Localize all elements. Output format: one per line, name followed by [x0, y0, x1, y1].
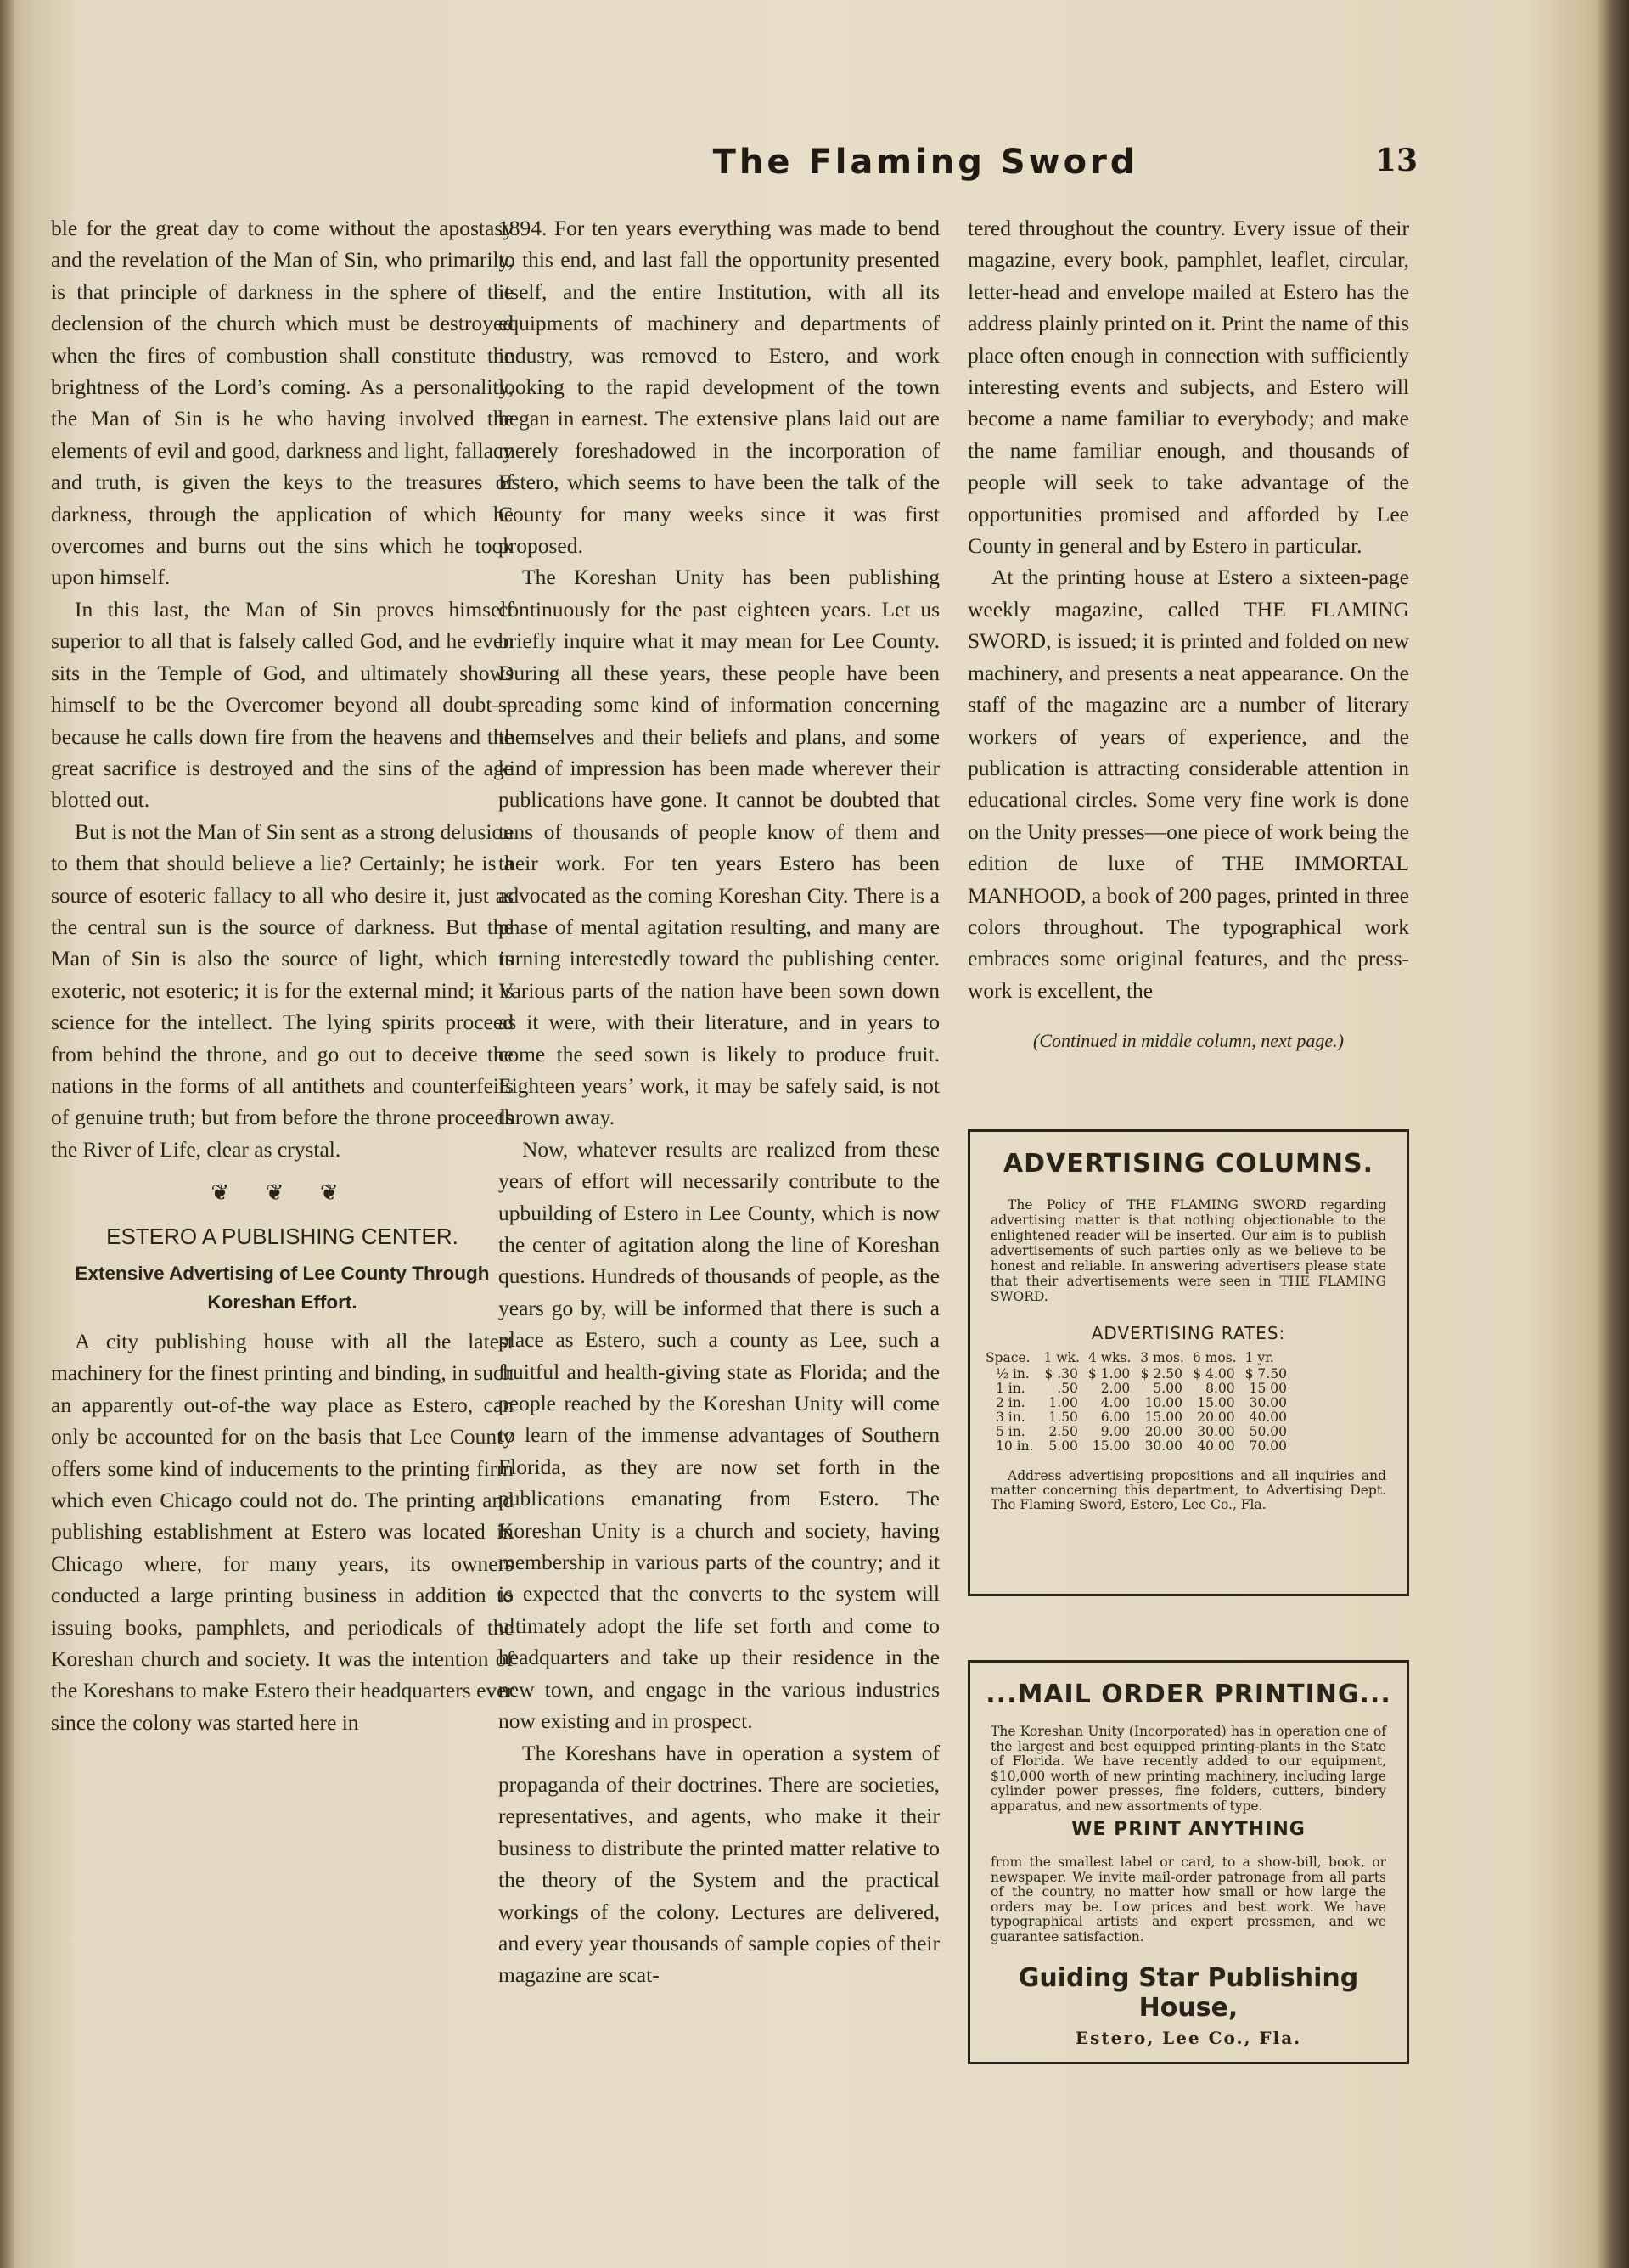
mail-order-box	[968, 1660, 1409, 2064]
rates-row	[986, 1425, 1297, 1439]
column-left	[51, 212, 514, 1738]
rates-cell: 20.00	[1144, 1424, 1182, 1439]
rates-cell: 40.00	[1249, 1410, 1287, 1425]
rates-cell: $ 1.00	[1087, 1366, 1131, 1382]
rates-header: 6 mos.	[1192, 1350, 1237, 1365]
rates-cell: .50	[1057, 1381, 1078, 1396]
rates-cell: 15.00	[1197, 1395, 1235, 1410]
continuation-note: (Continued in middle column, next page.)	[1033, 1030, 1344, 1052]
rates-cell: $ 7.50	[1244, 1366, 1287, 1382]
rates-cell: 5 in.	[996, 1424, 1025, 1439]
article-paragraph: ble for the great day to come without the apostasy and the revelation of the Man of Sin, who primarily, is that principle of darkness in the sphere of the declension of the church which must be destroyed when the fires of combustion shall constitute the brightness of the Lord’s coming. As a personality, the Man of Sin is he who having involved the elements of evil and good, darkness and light, fallacy and truth, is given the keys to the treasures of darkness, through the application of which he overcomes and burns out the sins which he took upon himself.	[51, 216, 514, 590]
rates-cell: 10.00	[1144, 1395, 1182, 1410]
article-paragraph: The Koreshan Unity has been publishing continuously for the past eighteen years. Let us briefly inquire what it may mean for Lee County. During all these years, these people have been spreading some kind of information concerning themselves and their beliefs and plans, and some kind of impression has been made wherever their publications have gone. It cannot be doubted that tens of thousands of people know of them and their work. For ten years Estero has been advocated as the coming Koreshan City. There is a phase of mental agitation resulting, and many are turning interestedly toward the publishing center. Various parts of the nation have been sown down as it were, with their literature, and in years to come the seed sown is likely to produce fruit. Eighteen years’ work, it may be safely said, is not thrown away.	[498, 565, 940, 1130]
rates-cell: 15.00	[1092, 1438, 1131, 1454]
article-paragraph: At the printing house at Estero a sixteen-page weekly magazine, called THE FLAMING SWORD, is issued; it is printed and folded on new machinery, and presents a neat appearance. On the staff of the magazine are a number of literary workers of years of experience, and the publication is attracting considerable attention in educational circles. Some very fine work is done on the Unity presses—one piece of work being the edition de luxe of THE IMMORTAL MANHOOD, a book of 200 pages, printed in three colors throughout. The typographical work embraces some original features, and the press-work is excellent, the	[968, 565, 1409, 1003]
rates-cell: 30.00	[1249, 1395, 1287, 1410]
article-paragraph: Now, whatever results are realized from these years of effort will necessarily contribute to the upbuilding of Estero in Lee County, which is now the center of agitation along the line of Koreshan questions. Hundreds of thousands of people, as the years go by, will be informed that there is such a place as Estero, such a county as Lee, such a fruitful and health-giving state as Florida; and the people reached by the Koreshan Unity will come to learn of the immense advantages of Southern Florida, as they are now set forth in the publications emanating from Estero. The Koreshan Unity is a church and society, having membership in various parts of the country; and it is expected that the converts to the system will ultimately adopt the life set forth and come to headquarters and take up their residence in the new town, and engage in the various industries now existing and in prospect.	[498, 1136, 940, 1734]
rates-header: 1 wk.	[1043, 1350, 1080, 1365]
column-right	[968, 212, 1409, 1057]
rates-cell: 5.00	[1153, 1381, 1182, 1396]
rates-cell: 9.00	[1100, 1424, 1131, 1439]
mail-order-body: from the smallest label or card, to a show-bill, book, or newspaper. We invite mail-order patronage from all parts of the country, no matter how small or how large the orders may be. Low prices and best work. We have typographical artists and expert pressmen, and we guarantee satisfaction.	[991, 1854, 1386, 1944]
article-paragraph: tered throughout the country. Every issue of their magazine, every book, pamphlet, leaflet, circular, letter-head and envelope mailed at Estero has the address plainly printed on it. Print the name of this place often enough in connection with sufficiently interesting events and subjects, and Estero will become a name familiar to everybody; and make the name familiar enough, and thousands of people will seek to take advantage of the opportunities promised and afforded by Lee County in general and by Estero in particular.	[968, 216, 1409, 559]
rates-cell: 5.00	[1048, 1438, 1078, 1454]
rates-title: ADVERTISING RATES:	[1091, 1323, 1286, 1343]
rates-cell: 30.00	[1197, 1424, 1235, 1439]
rates-row	[986, 1382, 1297, 1396]
rates-cell: 30.00	[1144, 1438, 1182, 1454]
section-subtitle: Extensive Advertising of Lee County Through Koreshan Effort.	[75, 1263, 490, 1313]
rates-cell: 1 in.	[996, 1381, 1025, 1396]
advertising-box	[968, 1129, 1409, 1596]
rates-header: Space.	[986, 1350, 1031, 1365]
rates-cell: $ .30	[1044, 1366, 1078, 1382]
rates-cell: 3 in.	[996, 1410, 1025, 1425]
rates-row	[986, 1367, 1297, 1382]
rates-header: 4 wks.	[1087, 1350, 1132, 1365]
rates-header: 3 mos.	[1140, 1350, 1184, 1365]
rates-row	[986, 1396, 1297, 1410]
rates-cell: 10 in.	[996, 1438, 1034, 1454]
article-paragraph: The Koreshans have in operation a system of propaganda of their doctrines. There are societies, representatives, and agents, who make it their business to distribute the printed matter relative to the theory of the System and the practical workings of the colony. Lectures are delivered, and every year thousands of sample copies of their magazine are scat-	[498, 1740, 940, 1988]
rates-cell: 15.00	[1144, 1410, 1182, 1425]
rates-cell: 15 00	[1249, 1381, 1287, 1396]
page-header	[458, 143, 1418, 194]
rates-cell: $ 2.50	[1140, 1366, 1182, 1382]
rates-row	[986, 1439, 1297, 1454]
rates-cell: 50.00	[1249, 1424, 1287, 1439]
section-ornament: ❦ ❦ ❦	[211, 1180, 354, 1206]
article-paragraph: But is not the Man of Sin sent as a strong delusion to them that should believe a lie? Certainly; he is a source of esoteric fallacy to all who desire it, just as the central sun is the source of darkness. But the Man of Sin is also the source of light, which is exoteric, not esoteric; it is for the external mind; it is science for the intellect. The lying spirits proceed from behind the throne, and go out to deceive the nations in the forms of all antithets and counterfeits of genuine truth; but from before the throne proceeds the River of Life, clear as crystal.	[51, 819, 514, 1162]
rates-table	[986, 1350, 1297, 1454]
mail-order-body: The Koreshan Unity (Incorporated) has in operation one of the largest and best equipped printing-plants in the State of Florida. We have recently added to our equipment, $10,000 worth of new printing machinery, including large cylinder power presses, fine folders, cutters, bindery apparatus, and new assortments of type.	[991, 1724, 1386, 1814]
rates-cell: ½ in.	[996, 1366, 1030, 1382]
rates-cell: 1.00	[1048, 1395, 1078, 1410]
article-paragraph: 1894. For ten years everything was made to bend to this end, and last fall the opportunity presented itself, and the entire Institution, with all its equipments of machinery and departments of industry, was removed to Estero, and work looking to the rapid development of the town began in earnest. The extensive plans laid out are merely foreshadowed in the incorporation of Estero, which seems to have been the talk of the County for many weeks since it was first proposed.	[498, 216, 940, 559]
page-number: 13	[1374, 143, 1418, 178]
rates-cell: 2.00	[1100, 1381, 1131, 1396]
rates-cell: 2.50	[1048, 1424, 1078, 1439]
rates-cell: 1.50	[1048, 1410, 1078, 1425]
rates-row	[986, 1410, 1297, 1425]
rates-cell: 2 in.	[996, 1395, 1025, 1410]
section-title: ESTERO A PUBLISHING CENTER.	[106, 1223, 458, 1249]
rates-cell: 40.00	[1197, 1438, 1235, 1454]
column-middle	[498, 212, 940, 1991]
article-paragraph: A city publishing house with all the latest machinery for the finest printing and binding, in such an apparently out-of-the way place as Estero, can only be accounted for on the basis that Lee County offers some kind of inducements to the printing firm which even Chicago could not do. The printing and publishing establishment at Estero was located in Chicago where, for many years, its owners conducted a large printing business in addition to issuing books, pamphlets, and periodicals of the Koreshan church and society. It was the intention of the Koreshans to make Estero their headquarters ever since the colony was started here in	[51, 1329, 514, 1735]
publisher-address: Estero, Lee Co., Fla.	[1075, 2028, 1302, 2048]
rates-cell: 4.00	[1100, 1395, 1131, 1410]
rates-header-row	[986, 1350, 1297, 1367]
rates-cell: 70.00	[1249, 1438, 1287, 1454]
mail-order-subtitle: WE PRINT ANYTHING	[1071, 1819, 1306, 1840]
masthead-title: The Flaming Sword	[712, 143, 1138, 182]
rates-cell: 6.00	[1100, 1410, 1131, 1425]
mail-order-title: ...MAIL ORDER PRINTING...	[986, 1680, 1391, 1709]
page-binding	[0, 0, 14, 2268]
advertising-title: ADVERTISING COLUMNS.	[1003, 1149, 1374, 1179]
article-paragraph: In this last, the Man of Sin proves himself superior to all that is falsely called God, and he even sits in the Temple of God, and ultimately shows himself to be the Overcomer beyond all doubt—because he calls down fire from the heavens and the great sacrifice is destroyed and the sins of the age blotted out.	[51, 596, 514, 813]
rates-cell: 8.00	[1205, 1381, 1235, 1396]
advertising-address: Address advertising propositions and all inquiries and matter concerning this department, to Advertising Dept. The Flaming Sword, Estero, Lee Co., Fla.	[991, 1468, 1386, 1512]
publisher-name: Guiding Star Publishing House,	[1018, 1963, 1359, 2023]
rates-header: 1 yr.	[1244, 1350, 1274, 1365]
rates-cell: 20.00	[1197, 1410, 1235, 1425]
advertising-policy: The Policy of THE FLAMING SWORD regarding advertising matter is that nothing objectionable to the enlightened reader will be inserted. Our aim is to publish advertisements of such parties only as we believe to be honest and reliable. In answering advertisers please state that their advertisements were seen in THE FLAMING SWORD.	[991, 1197, 1386, 1304]
rates-cell: $ 4.00	[1193, 1366, 1235, 1382]
